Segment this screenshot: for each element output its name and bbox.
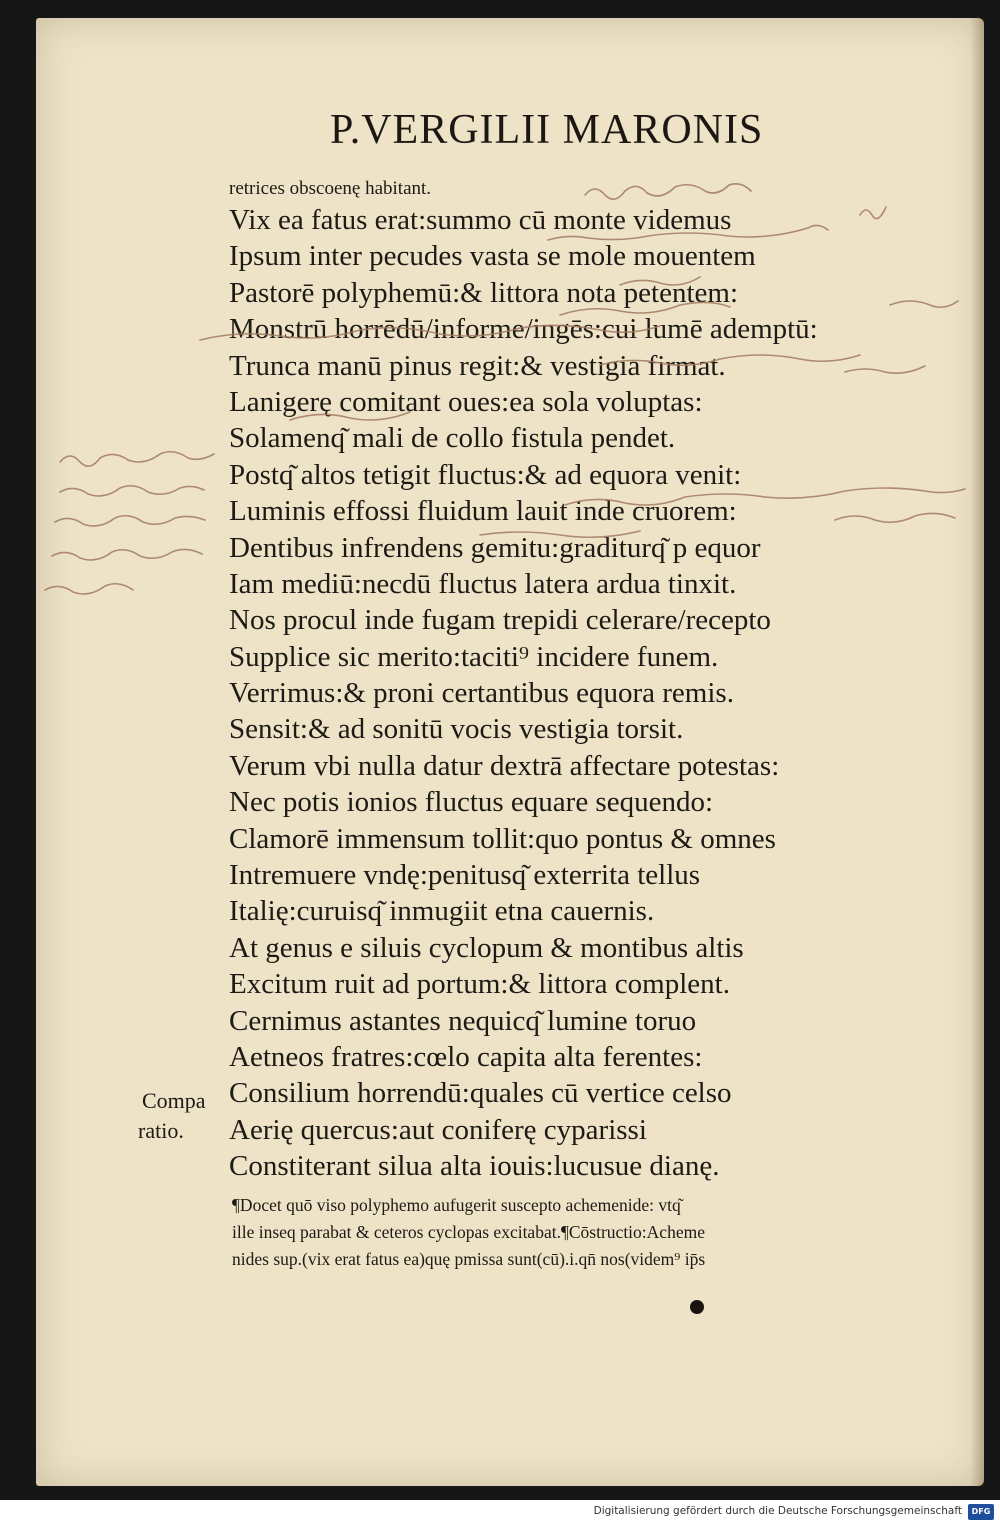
verse-line: Aetneos fratres:cœlo capita alta ferentes: xyxy=(229,1040,703,1073)
footer-bar xyxy=(0,1500,1000,1524)
verse-line: Verrimus:& proni certantibus equora remis. xyxy=(229,677,734,710)
verse-line: Iam mediū:necdū fluctus latera ardua tinxit. xyxy=(229,567,737,600)
page-edge-shadow xyxy=(970,18,984,1486)
verse-line: Excitum ruit ad portum:& littora complent. xyxy=(229,968,730,1001)
running-head: P.VERGILII MARONIS xyxy=(330,107,764,153)
verse-line: Monstrū horrēdū/informe/ingēs:cui lumē ademptū: xyxy=(229,313,818,346)
verse-line: Supplice sic merito:taciti⁹ incidere funem. xyxy=(229,640,719,673)
verse-line: Dentibus infrendens gemitu:graditurq͂ p equor xyxy=(229,531,761,564)
footer-credit: Digitalisierung gefördert durch die Deutsche Forschungsgemeinschaft xyxy=(593,1505,962,1517)
commentary-block xyxy=(232,1192,952,1273)
dfg-logo: DFG xyxy=(968,1504,994,1520)
commentary-line: nides sup.(vix erat fatus ea)quę pmissa sunt(cū).i.qn̄ nos(videm⁹ ip̄s xyxy=(232,1249,706,1269)
verse-line: Verum vbi nulla datur dextrā affectare potestas: xyxy=(229,749,780,782)
ink-blot xyxy=(690,1300,704,1314)
verse-line: Postq͂ altos tetigit fluctus:& ad equora venit: xyxy=(229,458,742,491)
margin-note-line: Compa xyxy=(142,1088,206,1113)
verse-line: Constiterant silua alta iouis:lucusue dianę. xyxy=(229,1150,720,1183)
verse-line: Ipsum inter pecudes vasta se mole mouentem xyxy=(229,240,756,273)
commentary-line: ¶Docet quō viso polyphemo aufugerit suscepto achemenide: vtq͂ xyxy=(232,1195,681,1215)
margin-note-line: ratio. xyxy=(138,1118,184,1143)
verse-line: Consilium horrendū:quales cū vertice celso xyxy=(229,1077,732,1110)
verse-line: Intremuere vndę:penitusq͂ exterrita tellus xyxy=(229,859,701,892)
verse-line: Sensit:& ad sonitū vocis vestigia torsit. xyxy=(229,713,684,746)
verse-line: Lanigerę comitant oues:ea sola voluptas: xyxy=(229,385,703,418)
verse-line: Cernimus astantes nequicq͂ lumine toruo xyxy=(229,1004,697,1037)
commentary-line: ille inseq parabat & ceteros cyclopas excitabat.¶Cōstructio:Acheme xyxy=(232,1222,705,1242)
verse-line: Clamorē immensum tollit:quo pontus & omnes xyxy=(229,822,776,855)
verse-line: Vix ea fatus erat:summo cū monte videmus xyxy=(229,204,732,236)
verse-line: Nec potis ionios fluctus equare sequendo: xyxy=(229,786,714,819)
first-line: retrices obscoenę habitant. xyxy=(229,178,432,199)
verse-line: Aerię quercus:aut coniferę cyparissi xyxy=(229,1113,647,1146)
verse-line: Solamenq͂ mali de collo fistula pendet. xyxy=(229,422,676,455)
verse-line: Italię:curuisq͂ inmugiit etna cauernis. xyxy=(229,895,655,928)
verse-block xyxy=(229,176,949,1185)
verse-line: Nos procul inde fugam trepidi celerare/recepto xyxy=(229,604,771,637)
verse-line: At genus e siluis cyclopum & montibus altis xyxy=(229,931,744,964)
verse-line: Luminis effossi fluidum lauit inde cruorem: xyxy=(229,495,737,528)
verse-line: Trunca manū pinus regit:& vestigia firmat. xyxy=(229,349,726,382)
verse-line: Pastorē polyphemū:& littora nota petentem: xyxy=(229,276,739,309)
